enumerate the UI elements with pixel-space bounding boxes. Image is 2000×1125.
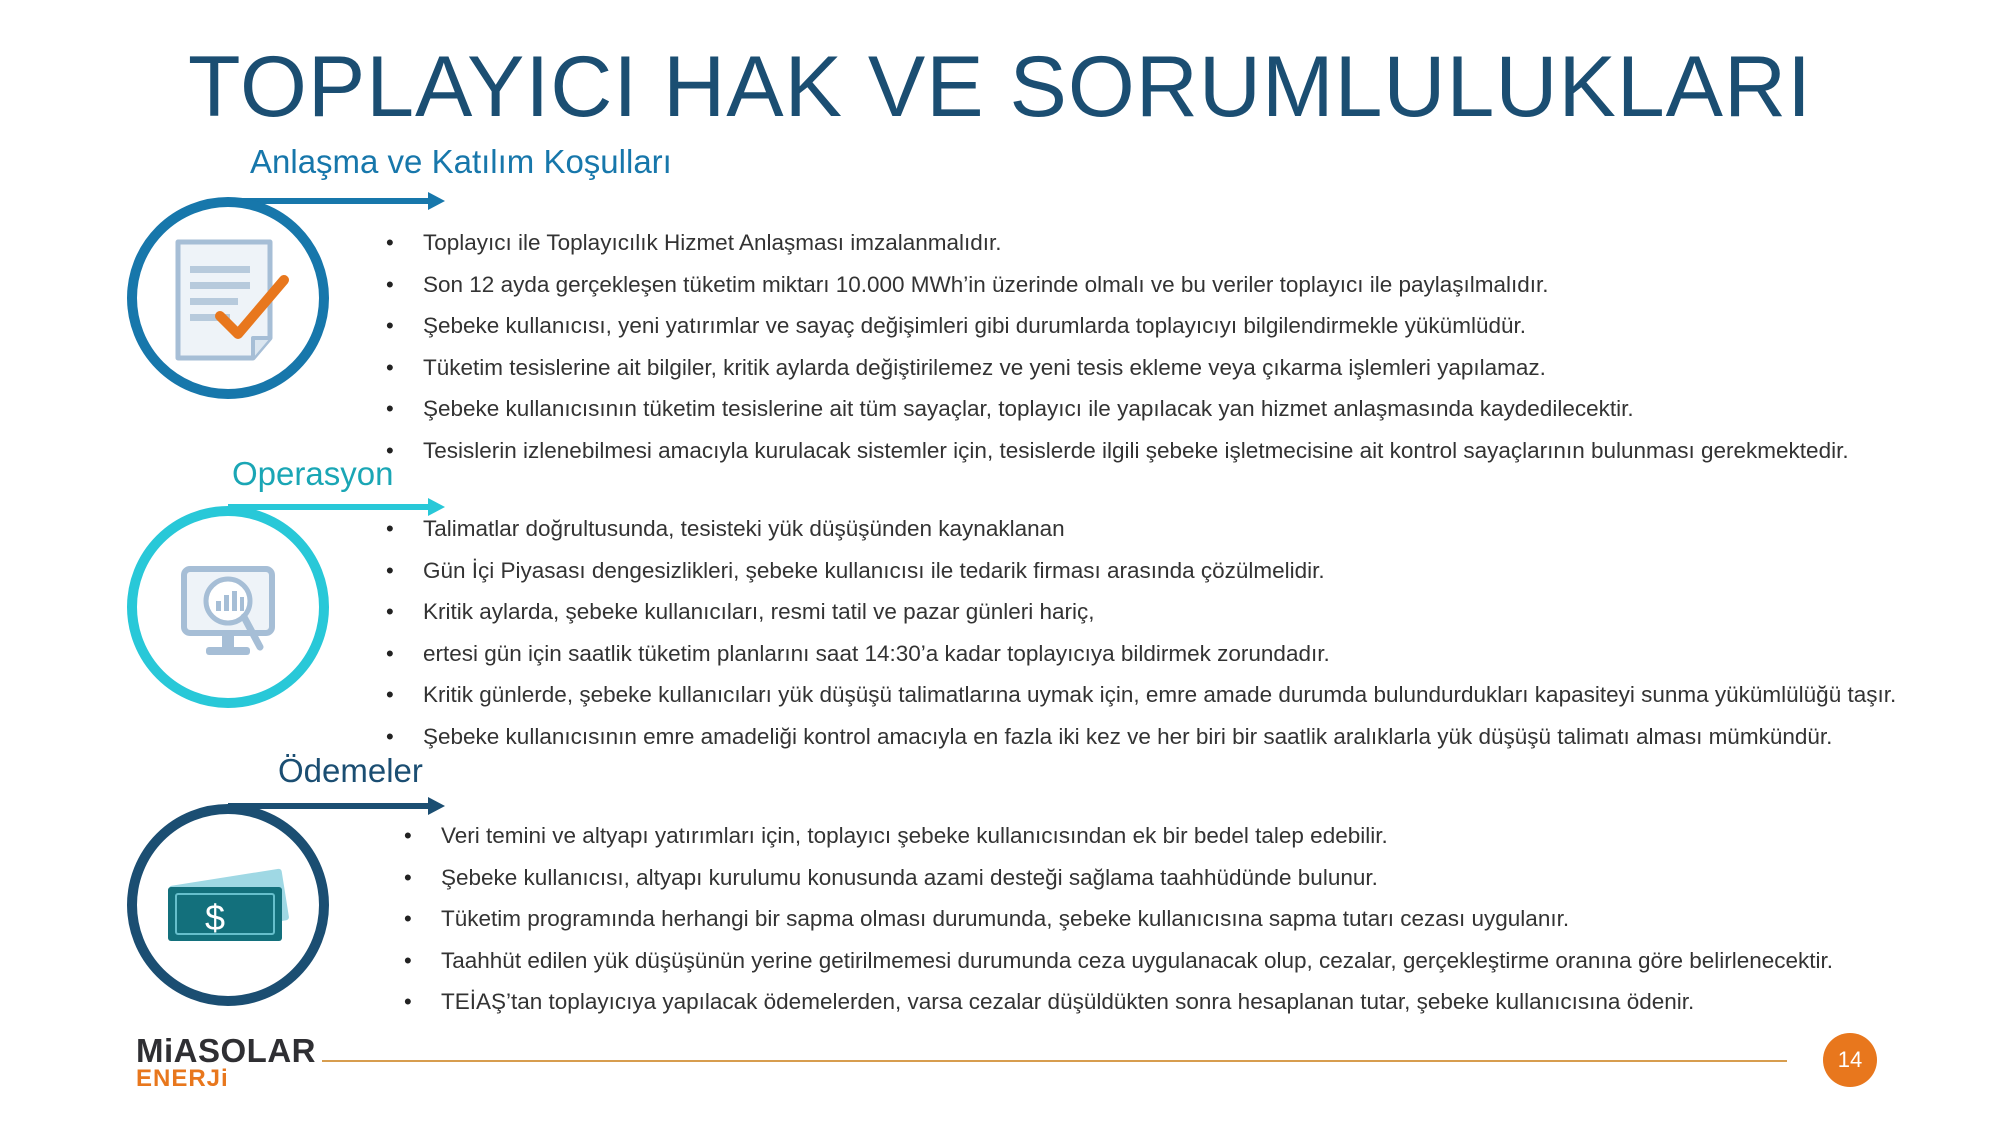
list-item: • Şebeke kullanıcısının emre amadeliği kontrol amacıyla en fazla iki kez ve her biri bir saatlik aralıklarla yük düşüşü talimatı alması mümkündür. — [386, 716, 1896, 758]
section-badge-payments — [110, 795, 450, 1025]
list-item: • ertesi gün için saatlik tüketim planlarını saat 14:30’a kadar toplayıcıya bildirmek zorundadır. — [386, 633, 1896, 675]
list-item: • Son 12 ayda gerçekleşen tüketim miktarı 10.000 MWh’in üzerinde olmalı ve bu veriler toplayıcı ile paylaşılmalıdır. — [386, 264, 1849, 306]
svg-text:$: $ — [205, 897, 226, 938]
footer-divider — [322, 1060, 1787, 1062]
list-item: • Taahhüt edilen yük düşüşünün yerine getirilmemesi durumunda ceza uygulanacak olup, cezalar, gerçekleştirme oranına göre belirlenecektir. — [404, 940, 1833, 982]
section-bullets-operation — [386, 508, 1896, 758]
section-title-payments: Ödemeler — [278, 752, 423, 789]
section-bullets-agreement — [386, 222, 1849, 472]
list-item: • Şebeke kullanıcısının tüketim tesislerine ait tüm sayaçlar, toplayıcı ile yapılacak yan hizmet anlaşmasında kaydedilecektir. — [386, 388, 1849, 430]
section-bullets-payments — [404, 815, 1833, 1023]
list-item: • Tüketim tesislerine ait bilgiler, kritik aylarda değiştirilemez ve yeni tesis ekleme veya çıkarma işlemleri yapılamaz. — [386, 347, 1849, 389]
list-item: • Talimatlar doğrultusunda, tesisteki yük düşüşünden kaynaklanan — [386, 508, 1896, 550]
list-item: • Gün İçi Piyasası dengesizlikleri, şebeke kullanıcısı ile tedarik firması arasında çözülmelidir. — [386, 550, 1896, 592]
list-item: • Kritik aylarda, şebeke kullanıcıları, resmi tatil ve pazar günleri hariç, — [386, 591, 1896, 633]
logo-text-top: MiASOLAR — [136, 1032, 316, 1069]
list-item: • Şebeke kullanıcısı, yeni yatırımlar ve sayaç değişimleri gibi durumlarda toplayıcıyı bilgilendirmekle yükümlüdür. — [386, 305, 1849, 347]
section-title-operation: Operasyon — [232, 455, 394, 492]
monitor-analytics-icon — [184, 569, 272, 655]
list-item: • Tüketim programında herhangi bir sapma olması durumunda, şebeke kullanıcısına sapma tutarı cezası uygulanır. — [404, 898, 1833, 940]
list-item: • Tesislerin izlenebilmesi amacıyla kurulacak sistemler için, tesislerde ilgili şebeke işletmecisine ait kontrol sayaçlarının bulunması gerekmektedir. — [386, 430, 1849, 472]
page-title: TOPLAYICI HAK VE SORUMLULUKLARI — [187, 39, 1813, 135]
list-item: • Toplayıcı ile Toplayıcılık Hizmet Anlaşması imzalanmalıdır. — [386, 222, 1849, 264]
list-item: • Şebeke kullanıcısı, altyapı kurulumu konusunda azami desteği sağlama taahhüdünde bulunur. — [404, 857, 1833, 899]
list-item: • Kritik günlerde, şebeke kullanıcıları yük düşüşü talimatlarına uymak için, emre amade durumda bulundurdukları kapasiteyi sunma yükümlülüğü taşır. — [386, 674, 1896, 716]
company-logo — [136, 1034, 316, 1091]
section-title-agreement: Anlaşma ve Katılım Koşulları — [250, 143, 672, 180]
list-item: • Veri temini ve altyapı yatırımları için, toplayıcı şebeke kullanıcısından ek bir bedel talep edebilir. — [404, 815, 1833, 857]
list-item: • TEİAŞ’tan toplayıcıya yapılacak ödemelerden, varsa cezalar düşüldükten sonra hesaplanan tutar, şebeke kullanıcısına ödenir. — [404, 981, 1833, 1023]
logo-text-bottom: ENERJi — [136, 1065, 229, 1092]
page-number-badge: 14 — [1823, 1033, 1877, 1087]
money-bill-icon — [168, 868, 289, 941]
document-checkmark-icon — [178, 242, 284, 358]
